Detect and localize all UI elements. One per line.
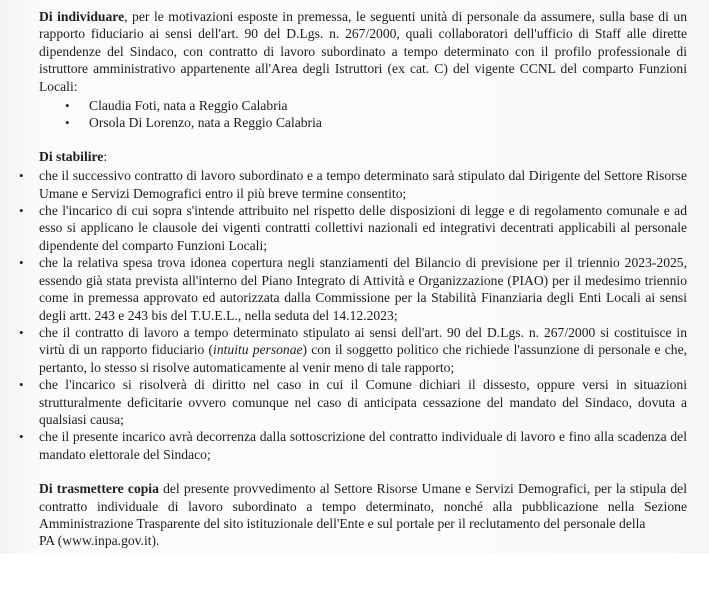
document-body	[39, 8, 687, 550]
list-item: • che il presente incarico avrà decorrenza dalla sottoscrizione del contratto individuale di lavoro e fino alla scadenza del mandato elettorale del Sindaco;	[17, 428, 687, 463]
list-item	[17, 324, 687, 376]
list-item: • che il successivo contratto di lavoro subordinato e a tempo determinato sarà stipulato dal Dirigente del Settore Risorse Umane e Servizi Demografici entro il più breve termine consentito;	[17, 167, 687, 202]
section-stabilire	[39, 148, 687, 463]
item-italic: intuitu personae	[213, 342, 303, 358]
list-item: • che la relativa spesa trova idonea copertura negli stanziamenti del Bilancio di previsione per il triennio 2023-2025, essendo già stata prevista all'interno del Piano Integrato di Attività e Organizzazione (PIAO) per il medesimo triennio come in premessa approvato ed autorizzata dalla Commissione per la Stabilità Finanziaria degli Enti Locali ai sensi degli artt. 243 e 243 bis del T.U.E.L., nella seduta del 14.12.2023;	[17, 254, 687, 324]
lead-trasmettere: Di trasmettere copia	[39, 481, 159, 497]
heading-stabilire-text: Di stabilire	[39, 148, 104, 164]
heading-stabilire	[39, 148, 687, 165]
list-item: • Claudia Foti, nata a Reggio Calabria	[39, 97, 687, 114]
heading-colon: :	[103, 148, 108, 164]
page-crop-edge	[0, 554, 709, 600]
text-individuare: , per le motivazioni esposte in premessa, le seguenti unità di personale da assumere, sulla base di un rapporto fiduciario ai sensi dell'art. 90 del D.Lgs. n. 267/2000, quali collaboratori dell'ufficio di Staff alle dirette dipendenze del Sindaco, con contratto di lavoro subordinato a tempo determinato con il profilo professionale di istruttore amministrativo appartenente all'Area degli Istruttori (ex cat. C) del vigente CCNL del comparto Funzioni Locali:	[39, 9, 687, 94]
paragraph-individuare	[39, 8, 687, 95]
text-trasmettere: del presente provvedimento al Settore Risorse Umane e Servizi Demografici, per la stipula del contratto individuale di lavoro subordinato a tempo determinato, nonché alla pubblicazione nella Sezione Amministrazione Trasparente del sito istituzionale dell'Ente e sul portale per il reclutamento del personale della	[39, 481, 687, 531]
stabilire-list	[39, 167, 687, 463]
list-item: • che l'incarico di cui sopra s'intende attribuito nel rispetto delle disposizioni di legge e di regolamento comunale e ad esso si applicano le clausole dei vigenti contratti collettivi nazionali ed integrativi decentrati applicabili al personale dipendente del comparto Funzioni Locali;	[17, 202, 687, 254]
item-text: ) con il soggetto politico che richiede l'assunzione di personale e che, pertanto, lo stesso si risolve automaticamente al venir meno di tale rapporto;	[39, 342, 688, 375]
list-item: • Orsola Di Lorenzo, nata a Reggio Calabria	[39, 114, 687, 131]
lead-individuare: Di individuare	[39, 9, 125, 24]
item-text: che il contratto di lavoro a tempo determinato stipulato ai sensi dell'art. 90 del D.Lgs. n. 267/2000 si costituisce in virtù di un rapporto fiduciario (	[39, 324, 687, 358]
section-trasmettere	[39, 480, 687, 550]
paragraph-trasmettere	[39, 480, 687, 532]
trasmettere-tail-text: PA (www.inpa.gov.it).	[39, 533, 160, 549]
names-list	[39, 97, 687, 132]
list-item: • che l'incarico si risolverà di diritto nel caso in cui il Comune dichiari il dissesto, oppure versi in situazioni strutturalmente deficitarie ovvero comunque nel caso di anticipata cessazione del mandato del Sindaco, dovuta a qualsiasi causa;	[17, 376, 687, 428]
trasmettere-tail	[39, 532, 687, 549]
